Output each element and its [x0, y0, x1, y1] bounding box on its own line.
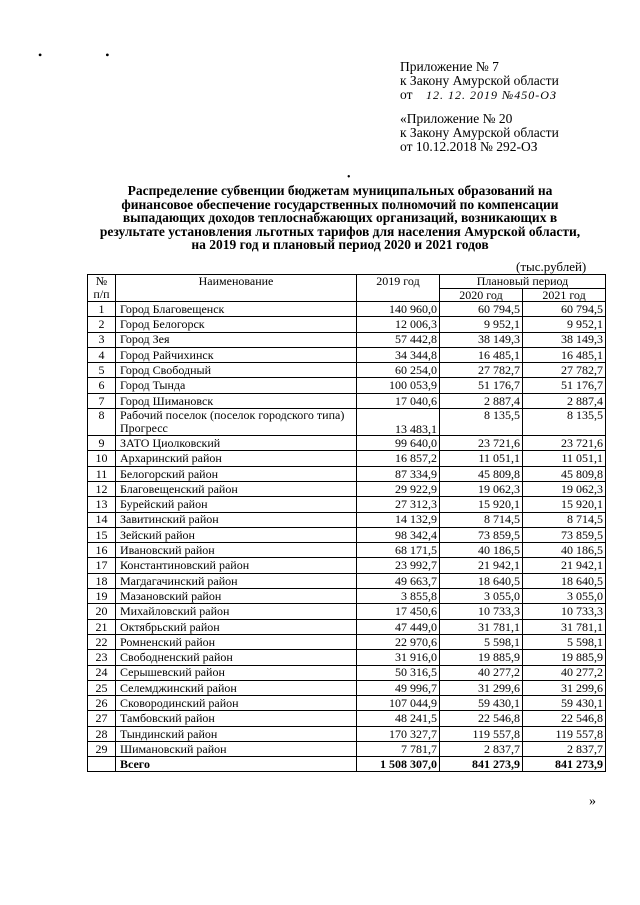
- total-label: Всего: [116, 757, 357, 772]
- row-name: Город Свободный: [116, 363, 357, 378]
- row-2019: 87 334,9: [357, 466, 440, 481]
- row-number: 7: [88, 393, 116, 408]
- table-row: [88, 650, 606, 665]
- appendix-header-new: [400, 60, 559, 102]
- row-number: 11: [88, 466, 116, 481]
- col-header-2019: 2019 год: [357, 275, 440, 302]
- table-row: [88, 409, 606, 436]
- row-name: Город Зея: [116, 332, 357, 347]
- row-2019: 107 044,9: [357, 696, 440, 711]
- row-2021: 22 546,8: [523, 711, 606, 726]
- table-row: [88, 634, 606, 649]
- table-row: [88, 378, 606, 393]
- row-name: Михайловский район: [116, 604, 357, 619]
- row-2021: 2 837,7: [523, 742, 606, 757]
- col-header-plan: Плановый период: [440, 275, 606, 289]
- row-2021: 8 135,5: [523, 409, 606, 436]
- total-2019: 1 508 307,0: [357, 757, 440, 772]
- row-2019: 23 992,7: [357, 558, 440, 573]
- table-row: [88, 665, 606, 680]
- row-2021: 15 920,1: [523, 497, 606, 512]
- row-number: 10: [88, 451, 116, 466]
- row-2020: 59 430,1: [440, 696, 523, 711]
- row-2020: 73 859,5: [440, 527, 523, 542]
- row-2021: 51 176,7: [523, 378, 606, 393]
- row-number: 20: [88, 604, 116, 619]
- row-2019: 13 483,1: [357, 409, 440, 436]
- table-row: [88, 619, 606, 634]
- row-2021: 27 782,7: [523, 363, 606, 378]
- appendix-number: Приложение № 7: [400, 59, 499, 74]
- table-header-row: [88, 275, 606, 289]
- row-number: 21: [88, 619, 116, 634]
- row-number: 6: [88, 378, 116, 393]
- scan-marks: • •: [38, 48, 140, 62]
- stray-mark: •: [347, 172, 351, 183]
- col-header-name: Наименование: [116, 275, 357, 302]
- row-name: Город Шимановск: [116, 393, 357, 408]
- row-name: Завитинский район: [116, 512, 357, 527]
- row-number: 19: [88, 589, 116, 604]
- row-2021: 10 733,3: [523, 604, 606, 619]
- row-number: 17: [88, 558, 116, 573]
- row-number: 27: [88, 711, 116, 726]
- row-2021: 31 299,6: [523, 680, 606, 695]
- row-2020: 21 942,1: [440, 558, 523, 573]
- handwritten-date: 12. 12. 2019 №450-ОЗ: [425, 88, 557, 102]
- row-2020: 22 546,8: [440, 711, 523, 726]
- row-2019: 47 449,0: [357, 619, 440, 634]
- row-2021: 21 942,1: [523, 558, 606, 573]
- row-name: Зейский район: [116, 527, 357, 542]
- row-number: 3: [88, 332, 116, 347]
- row-2020: 3 055,0: [440, 589, 523, 604]
- row-2019: 29 922,9: [357, 481, 440, 496]
- row-number: 2: [88, 317, 116, 332]
- col-header-num: № п/п: [88, 275, 116, 302]
- old-appendix-number: «Приложение № 20: [400, 111, 513, 126]
- row-2021: 19 062,3: [523, 481, 606, 496]
- row-name: Город Райчихинск: [116, 347, 357, 362]
- col-header-2020: 2020 год: [440, 288, 523, 302]
- closing-quote: »: [589, 794, 596, 809]
- row-number: 4: [88, 347, 116, 362]
- row-number: 9: [88, 436, 116, 451]
- row-2021: 23 721,6: [523, 436, 606, 451]
- table-row: [88, 451, 606, 466]
- row-2020: 9 952,1: [440, 317, 523, 332]
- appendix-header-old: [400, 112, 559, 154]
- row-2019: 49 663,7: [357, 573, 440, 588]
- row-2021: 40 186,5: [523, 543, 606, 558]
- row-2019: 3 855,8: [357, 589, 440, 604]
- row-2019: 17 450,6: [357, 604, 440, 619]
- row-2020: 8 135,5: [440, 409, 523, 436]
- table-row: [88, 696, 606, 711]
- row-number: 22: [88, 634, 116, 649]
- row-2019: 49 996,7: [357, 680, 440, 695]
- row-2019: 31 916,0: [357, 650, 440, 665]
- row-name: Мазановский район: [116, 589, 357, 604]
- row-name: Тамбовский район: [116, 711, 357, 726]
- table-row: [88, 497, 606, 512]
- table-row: [88, 589, 606, 604]
- row-2019: 16 857,2: [357, 451, 440, 466]
- row-name: Шимановский район: [116, 742, 357, 757]
- table-row: [88, 466, 606, 481]
- document-title: Распределение субвенции бюджетам муниципальных образований на финансовое обеспечение государственных полномочий по компенсации выпадающих доходов теплоснабжающих организаций, возникающих в результате установления льготных тарифов для населения Амурской области, на 2019 год и плановый период 2020 и 2021 годов: [99, 183, 581, 252]
- row-number: 15: [88, 527, 116, 542]
- row-2021: 38 149,3: [523, 332, 606, 347]
- table-row: [88, 604, 606, 619]
- row-number: 25: [88, 680, 116, 695]
- table-row: [88, 363, 606, 378]
- row-number: 5: [88, 363, 116, 378]
- row-2021: 31 781,1: [523, 619, 606, 634]
- row-number: 14: [88, 512, 116, 527]
- row-number: 18: [88, 573, 116, 588]
- total-2021: 841 273,9: [523, 757, 606, 772]
- row-2019: 140 960,0: [357, 302, 440, 317]
- row-name: Свободненский район: [116, 650, 357, 665]
- row-2021: 11 051,1: [523, 451, 606, 466]
- row-2021: 5 598,1: [523, 634, 606, 649]
- row-2020: 15 920,1: [440, 497, 523, 512]
- row-name: Бурейский район: [116, 497, 357, 512]
- row-number: 8: [88, 409, 116, 436]
- row-2020: 8 714,5: [440, 512, 523, 527]
- old-appendix-date: от 10.12.2018 № 292-ОЗ: [400, 139, 538, 154]
- table-row: [88, 481, 606, 496]
- row-2020: 45 809,8: [440, 466, 523, 481]
- row-2020: 31 781,1: [440, 619, 523, 634]
- table-row: [88, 558, 606, 573]
- row-2021: 73 859,5: [523, 527, 606, 542]
- row-2019: 22 970,6: [357, 634, 440, 649]
- row-number: 24: [88, 665, 116, 680]
- row-2020: 16 485,1: [440, 347, 523, 362]
- row-2019: 34 344,8: [357, 347, 440, 362]
- row-name: Тындинский район: [116, 726, 357, 741]
- row-2020: 18 640,5: [440, 573, 523, 588]
- row-2019: 48 241,5: [357, 711, 440, 726]
- table-row: [88, 393, 606, 408]
- row-2020: 2 837,7: [440, 742, 523, 757]
- table-row: [88, 742, 606, 757]
- row-name: Магдагачинский район: [116, 573, 357, 588]
- row-number: 12: [88, 481, 116, 496]
- table-row: [88, 726, 606, 741]
- total-row: [88, 757, 606, 772]
- row-name: Серышевский район: [116, 665, 357, 680]
- row-2019: 12 006,3: [357, 317, 440, 332]
- table-row: [88, 527, 606, 542]
- row-number: 23: [88, 650, 116, 665]
- row-2019: 14 132,9: [357, 512, 440, 527]
- table-row: [88, 347, 606, 362]
- row-name: Белогорский район: [116, 466, 357, 481]
- row-2020: 119 557,8: [440, 726, 523, 741]
- row-2021: 60 794,5: [523, 302, 606, 317]
- row-2019: 68 171,5: [357, 543, 440, 558]
- row-2020: 40 277,2: [440, 665, 523, 680]
- row-name: Архаринский район: [116, 451, 357, 466]
- table-row: [88, 317, 606, 332]
- row-number: 1: [88, 302, 116, 317]
- row-number: 13: [88, 497, 116, 512]
- appendix-date-line: [400, 88, 559, 102]
- row-number: 26: [88, 696, 116, 711]
- old-appendix-law-ref: к Закону Амурской области: [400, 125, 559, 140]
- col-header-2021: 2021 год: [523, 288, 606, 302]
- row-2019: 50 316,5: [357, 665, 440, 680]
- row-2021: 119 557,8: [523, 726, 606, 741]
- row-name: Константиновский район: [116, 558, 357, 573]
- row-name: Ивановский район: [116, 543, 357, 558]
- table-row: [88, 711, 606, 726]
- row-2019: 60 254,0: [357, 363, 440, 378]
- table-row: [88, 332, 606, 347]
- row-name: Рабочий поселок (поселок городского типа) Прогресс: [116, 409, 357, 436]
- total-2020: 841 273,9: [440, 757, 523, 772]
- row-2020: 38 149,3: [440, 332, 523, 347]
- row-2021: 16 485,1: [523, 347, 606, 362]
- row-2019: 57 442,8: [357, 332, 440, 347]
- row-2021: 19 885,9: [523, 650, 606, 665]
- row-2021: 59 430,1: [523, 696, 606, 711]
- row-2021: 40 277,2: [523, 665, 606, 680]
- row-name: Благовещенский район: [116, 481, 357, 496]
- row-2021: 18 640,5: [523, 573, 606, 588]
- table-row: [88, 573, 606, 588]
- row-2020: 40 186,5: [440, 543, 523, 558]
- row-2019: 17 040,6: [357, 393, 440, 408]
- row-2020: 11 051,1: [440, 451, 523, 466]
- row-2020: 19 062,3: [440, 481, 523, 496]
- row-name: ЗАТО Циолковский: [116, 436, 357, 451]
- row-2020: 5 598,1: [440, 634, 523, 649]
- row-2021: 2 887,4: [523, 393, 606, 408]
- row-2020: 31 299,6: [440, 680, 523, 695]
- appendix-law-ref: к Закону Амурской области: [400, 73, 559, 88]
- row-2021: 9 952,1: [523, 317, 606, 332]
- table-row: [88, 436, 606, 451]
- table-row: [88, 680, 606, 695]
- row-2019: 99 640,0: [357, 436, 440, 451]
- row-2021: 3 055,0: [523, 589, 606, 604]
- row-2019: 98 342,4: [357, 527, 440, 542]
- table-row: [88, 543, 606, 558]
- row-name: Ромненский район: [116, 634, 357, 649]
- row-2020: 19 885,9: [440, 650, 523, 665]
- distribution-table: [87, 274, 606, 772]
- from-label: от: [400, 87, 413, 102]
- row-2020: 27 782,7: [440, 363, 523, 378]
- row-2019: 7 781,7: [357, 742, 440, 757]
- row-2020: 51 176,7: [440, 378, 523, 393]
- table-row: [88, 512, 606, 527]
- row-2020: 10 733,3: [440, 604, 523, 619]
- row-name: Сковородинский район: [116, 696, 357, 711]
- row-2021: 45 809,8: [523, 466, 606, 481]
- row-name: Город Белогорск: [116, 317, 357, 332]
- row-2019: 100 053,9: [357, 378, 440, 393]
- row-name: Селемджинский район: [116, 680, 357, 695]
- row-2020: 60 794,5: [440, 302, 523, 317]
- unit-label: (тыс.рублей): [516, 259, 587, 274]
- row-2020: 23 721,6: [440, 436, 523, 451]
- row-2021: 8 714,5: [523, 512, 606, 527]
- row-2020: 2 887,4: [440, 393, 523, 408]
- row-number: 28: [88, 726, 116, 741]
- row-number: 29: [88, 742, 116, 757]
- row-name: Октябрьский район: [116, 619, 357, 634]
- row-2019: 27 312,3: [357, 497, 440, 512]
- row-2019: 170 327,7: [357, 726, 440, 741]
- row-number: 16: [88, 543, 116, 558]
- table-row: [88, 302, 606, 317]
- row-name: Город Благовещенск: [116, 302, 357, 317]
- row-name: Город Тында: [116, 378, 357, 393]
